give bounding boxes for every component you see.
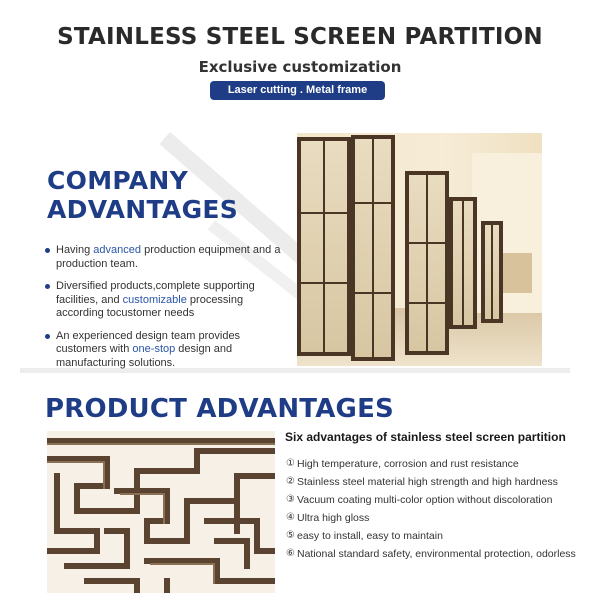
advantage-text: easy to install, easy to maintain [297, 530, 443, 542]
advantage-item [286, 491, 586, 509]
bullet-dot-icon [45, 248, 50, 253]
company-bullet [44, 330, 284, 371]
advantage-item [286, 545, 586, 563]
bullet-text-pre: Diversified products,complete supporting facilities, and [56, 280, 255, 306]
six-advantages-list [286, 455, 586, 563]
bullet-text-pre: Having [56, 244, 94, 256]
bullet-text-post: processing according tocustomer needs [56, 293, 244, 319]
laser-cut-pattern-illustration [47, 431, 275, 593]
feature-pill: Laser cutting . Metal frame [210, 81, 385, 100]
advantage-number: ④ [286, 512, 295, 523]
company-advantages-list [44, 244, 284, 379]
interior-partition-photo [297, 133, 542, 366]
advantage-number: ② [286, 476, 295, 487]
advantage-text: Stainless steel material high strength and high hardness [297, 476, 558, 488]
company-bullet [44, 244, 284, 271]
product-advantages-heading: PRODUCT ADVANTAGES [45, 394, 394, 424]
advantage-number: ⑥ [286, 548, 295, 559]
bullet-text-post: design and manufacturing solutions. [56, 343, 233, 369]
page-title: STAINLESS STEEL SCREEN PARTITION [57, 24, 543, 50]
bullet-highlight: one-stop [132, 343, 176, 355]
page-subtitle: Exclusive customization [198, 58, 402, 76]
company-bullet [44, 280, 284, 321]
advantage-number: ③ [286, 494, 295, 505]
advantage-text: High temperature, corrosion and rust resistance [297, 458, 519, 470]
bullet-dot-icon [45, 334, 50, 339]
laser-cut-screen-photo [47, 431, 275, 593]
company-heading-line1: COMPANY [47, 166, 188, 195]
company-heading-line2: ADVANTAGES [47, 195, 239, 224]
advantage-number: ⑤ [286, 530, 295, 541]
company-advantages-heading [47, 166, 307, 224]
advantage-item [286, 473, 586, 491]
advantage-text: Vacuum coating multi-color option without discoloration [297, 494, 553, 506]
advantage-text: National standard safety, environmental protection, odorless [297, 548, 576, 560]
advantage-item [286, 527, 586, 545]
interior-partition-illustration [297, 133, 542, 366]
six-advantages-title: Six advantages of stainless steel screen partition [285, 430, 566, 444]
advantage-text: Ultra high gloss [297, 512, 370, 524]
advantage-item [286, 455, 586, 473]
bullet-text-post: production equipment and a production team. [56, 244, 281, 270]
advantage-item [286, 509, 586, 527]
bullet-dot-icon [45, 284, 50, 289]
bullet-highlight: customizable [122, 293, 187, 306]
bullet-text-pre: An experienced design team provides customers with [56, 329, 241, 355]
bullet-highlight: advanced [93, 244, 142, 256]
advantage-number: ① [286, 458, 295, 469]
